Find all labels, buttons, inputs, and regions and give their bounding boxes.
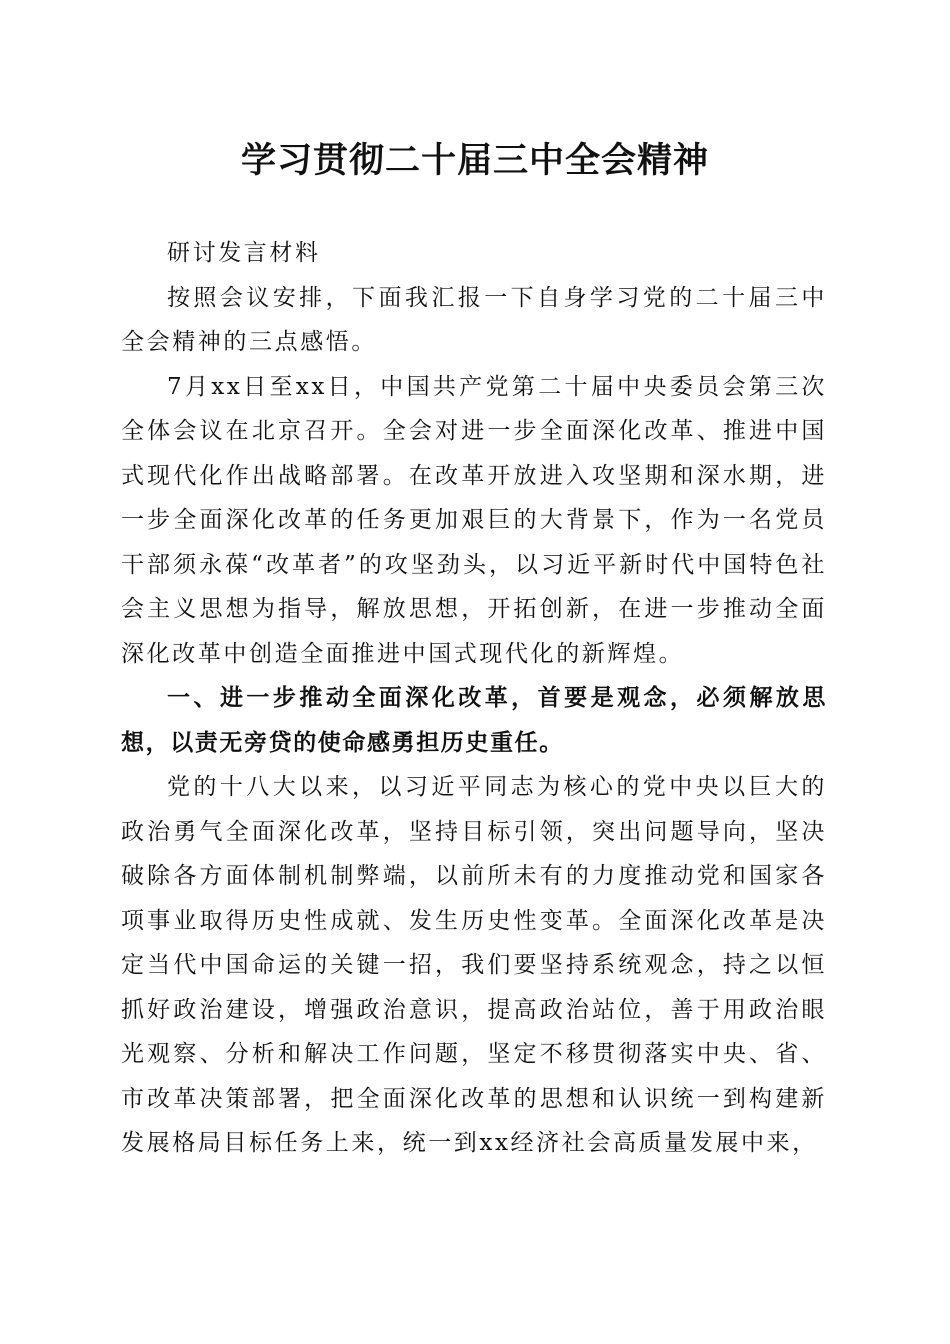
document-body [121, 231, 827, 1166]
background-paragraph: 7月xx日至xx日，中国共产党第二十届中央委员会第三次全体会议在北京召开。全会对进一步全面深化改革、推进中国式现代化作出战略部署。在改革开放进入攻坚期和深水期，进一步全面深化改革的任务更加艰巨的大背景下，作为一名党员干部须永葆“改革者”的攻坚劲头，以习近平新时代中国特色社会主义思想为指导，解放思想，开拓创新，在进一步推动全面深化改革中创造全面推进中国式现代化的新辉煌。 [121, 373, 827, 667]
section-paragraph: 党的十八大以来，以习近平同志为核心的党中央以巨大的政治勇气全面深化改革，坚持目标引领，突出问题导向，坚决破除各方面体制机制弊端，以前所未有的力度推动党和国家各项事业取得历史性成就、发生历史性变革。全面深化改革是决定当代中国命运的关键一招，我们要坚持系统观念，持之以恒抓好政治建设，增强政治意识，提高政治站位，善于用政治眼光观察、分析和解决工作问题，坚定不移贯彻落实中央、省、市改革决策部署，把全面深化改革的思想和认识统一到构建新发展格局目标任务上来，统一到xx经济社会高质量发展中来， [121, 774, 827, 1156]
document-subtitle: 研讨发言材料 [167, 240, 321, 266]
document-title: 学习贯彻二十届三中全会精神 [240, 140, 709, 181]
intro-paragraph: 按照会议安排，下面我汇报一下自身学习党的二十届三中全会精神的三点感悟。 [121, 284, 827, 355]
section-heading: 一、进一步推动全面深化改革，首要是观念，必须解放思想，以责无旁贷的使命感勇担历史重任。 [121, 685, 827, 756]
